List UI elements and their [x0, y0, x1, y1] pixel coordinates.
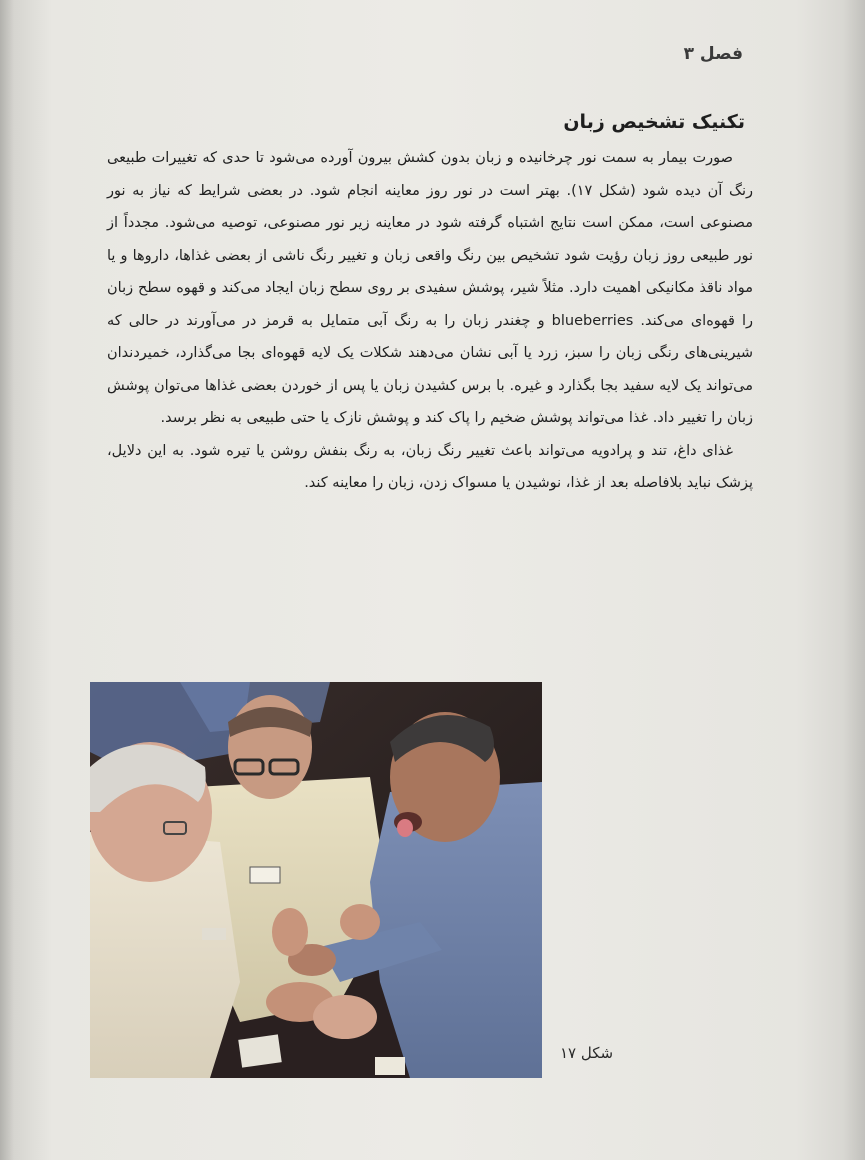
paragraph-1: صورت بیمار به سمت نور چرخانیده و زبان بدون کشش بیرون آورده می‌شود تا حدی که تغییرات طبیعی رنگ آن دیده شود (شکل ۱۷). بهتر است در نور روز معاینه انجام شود. در بعضی شرایط که نیاز به نور مصنوعی است، ممکن است نتایج اشتباه گرفته شود در معاینه زیر نور مصنوعی، توصیه می‌شود. مجدداً از نور طبیعی روز زبان رؤیت شود تشخیص بین رنگ واقعی زبان و تغییر رنگ ناشی از بعضی غذاها، داروها و یا مواد ناقذ مکانیکی اهمیت دارد. مثلاً شیر، پوشش سفیدی بر روی سطح زبان ایجاد می‌کند و قهوه سطح زبان را قهوه‌ای می‌کند. blueberries و چغندر زبان را به رنگ آبی متمایل به قرمز در می‌آورند در حالی که شیرینی‌های رنگی زبان را سبز، زرد یا آبی نشان می‌دهند شکلات یک لایه قهوه‌ای بجا می‌گذارد، خمیردندان می‌تواند یک لایه سفید بجا بگذارد و غیره. با برس کشیدن زبان یا پس از خوردن بعضی غذاها می‌توان پوشش زبان را تغییر داد. غذا می‌تواند پوشش ضخیم را پاک کند و پوشش نازک یا حتی طبیعی به نظر برسد. — [107, 150, 753, 426]
chapter-header: فصل ۳ — [683, 44, 743, 64]
body-text — [107, 142, 753, 500]
figure-caption: شکل ۱۷ — [560, 1044, 614, 1062]
section-title: تکنیک تشخیص زبان — [563, 111, 745, 133]
page-edge-shadow — [843, 0, 865, 1160]
paragraph-2: غذای داغ، تند و پرادویه می‌تواند باعث تغییر رنگ زبان، به رنگ بنفش روشن یا تیره شود. به این دلایل، پزشک نباید بلافاصله بعد از غذا، نوشیدن یا مسواک زدن، زبان را معاینه کند. — [107, 442, 753, 491]
tongue-examination-photo — [90, 682, 542, 1078]
figure-17-photo — [90, 682, 542, 1078]
page-gutter-shadow — [0, 0, 14, 1160]
